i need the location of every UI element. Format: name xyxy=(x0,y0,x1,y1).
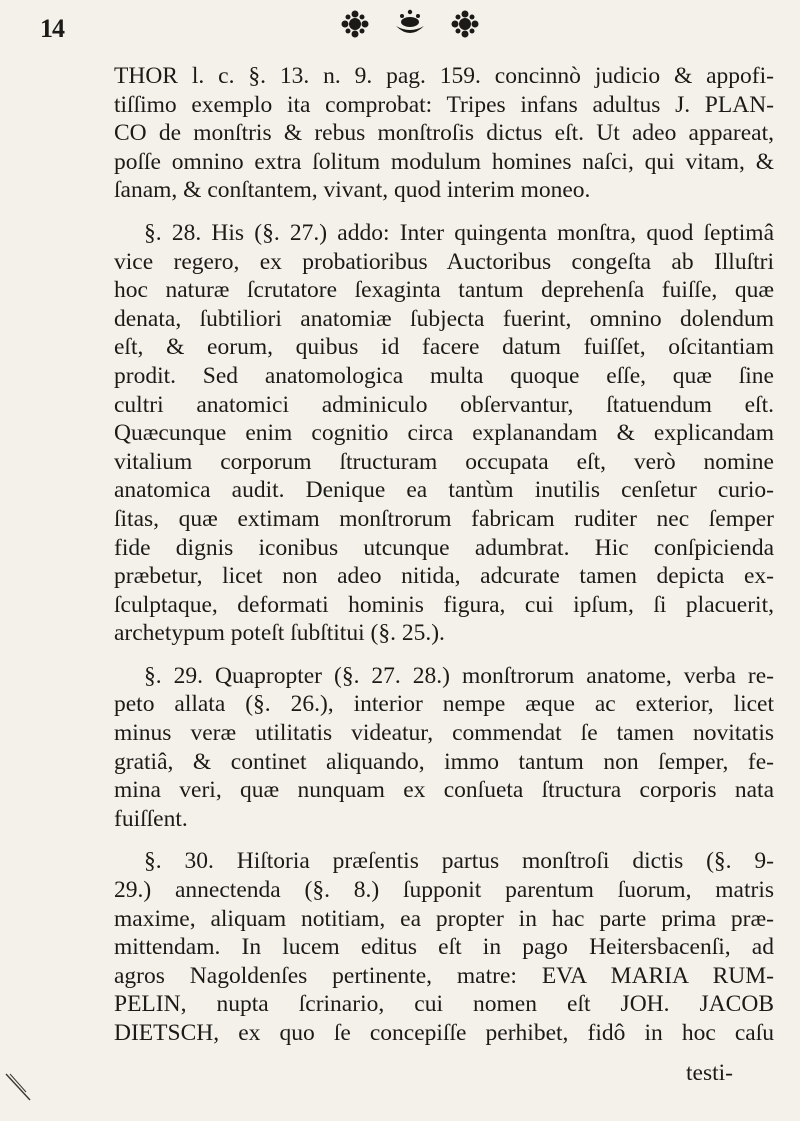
text-line: archetypum poteſt ſubſtitui (§. 25.). xyxy=(114,620,445,647)
margin-scratch-mark xyxy=(4,1072,32,1102)
paragraph-30 xyxy=(114,847,774,1047)
text-line: minus veræ utilitatis videatur, commendat ſe tamen novitatis xyxy=(114,720,774,747)
text-line: §. 29. Quapropter (§. 27. 28.) monſtrorum anatome, verba re- xyxy=(144,662,774,689)
text-line: §. 30. Hiſtoria præſentis partus monſtroſi dictis (§. 9- xyxy=(144,848,774,875)
text-line: cultri anatomici adminiculo obſervantur, ſtatuendum eſt. xyxy=(114,391,774,418)
text-line: maxime, aliquam notitiam, ea propter in hac parte prima præ- xyxy=(114,905,774,932)
paragraph-28 xyxy=(114,219,774,648)
text-line: fuiſſent. xyxy=(114,805,188,832)
text-line: ſculptaque, deformati hominis figura, cui ipſum, ſi placuerit, xyxy=(114,591,774,618)
body-text xyxy=(114,62,774,1048)
text-line: tiſſimo exemplo ita comprobat: Tripes infans adultus J. PLAN- xyxy=(114,91,774,118)
text-line: 29.) annectenda (§. 8.) ſupponit parentum ſuorum, matris xyxy=(114,877,774,904)
text-line: CO de monſtris & rebus monſtroſis dictus eſt. Ut adeo appareat, xyxy=(114,120,774,147)
text-line: peto allata (§. 26.), interior nempe æque ac exterior, licet xyxy=(114,691,774,718)
text-line: §. 28. His (§. 27.) addo: Inter quingenta monſtra, quod ſeptimâ xyxy=(144,219,774,246)
text-line: hoc naturæ ſcrutatore ſexaginta tantum deprehenſa fuiſſe, quæ xyxy=(114,277,774,304)
text-line: fide dignis iconibus utcunque adumbrat. Hic conſpicienda xyxy=(114,534,774,561)
paragraph-thor xyxy=(114,62,774,205)
text-line: mittendam. In lucem editus eſt in pago Heitersbacenſi, ad xyxy=(114,934,774,961)
text-line: THOR l. c. §. 13. n. 9. pag. 159. concinnò judicio & appofi- xyxy=(114,63,774,89)
text-line: ſanam, & conſtantem, vivant, quod interim moneo. xyxy=(114,177,591,204)
text-line: agros Nagoldenſes pertinente, matre: EVA MARIA RUM- xyxy=(114,962,774,989)
text-line: eſt, & eorum, quibus id facere datum fuiſſet, oſcitantiam xyxy=(114,334,774,361)
text-line: anatomica audit. Denique ea tantùm inutilis cenſetur curio- xyxy=(114,477,774,504)
text-line: poſſe omnino extra ſolitum modulum homines naſci, qui vitam, & xyxy=(114,148,774,175)
text-line: ſitas, quæ extimam monſtrorum fabricam ruditer nec ſemper xyxy=(114,505,774,532)
text-line: PELIN, nupta ſcrinario, cui nomen eſt JOH. JACOB xyxy=(114,991,774,1018)
text-line: prodit. Sed anatomologica multa quoque eſſe, quæ ſine xyxy=(114,362,774,389)
text-line: vice regero, ex probatioribus Auctoribus congeſta ab Illuſtri xyxy=(114,248,774,275)
page-number: 14 xyxy=(40,14,64,43)
text-line: præbetur, licet non adeo nitida, adcurate tamen depicta ex- xyxy=(114,563,774,590)
text-line: gratiâ, & continet aliquando, immo tantum non ſemper, fe- xyxy=(114,748,774,775)
text-line: denata, ſubtiliori anatomiæ ſubjecta fuerint, omnino dolendum xyxy=(114,305,774,332)
text-line: vitalium corporum ſtructuram occupata eſt, verò nomine xyxy=(114,448,774,475)
catchword: testi- xyxy=(686,1060,733,1086)
paragraph-29 xyxy=(114,662,774,834)
printers-flower-ornament-icon xyxy=(330,6,490,42)
text-line: mina veri, quæ nunquam ex conſueta ſtructura corporis nata xyxy=(114,777,774,804)
text-line: DIETSCH, ex quo ſe concepiſſe perhibet, fidô in hoc caſu xyxy=(114,1020,774,1046)
text-line: Quæcunque enim cognitio circa explanandam & explicandam xyxy=(114,420,774,447)
